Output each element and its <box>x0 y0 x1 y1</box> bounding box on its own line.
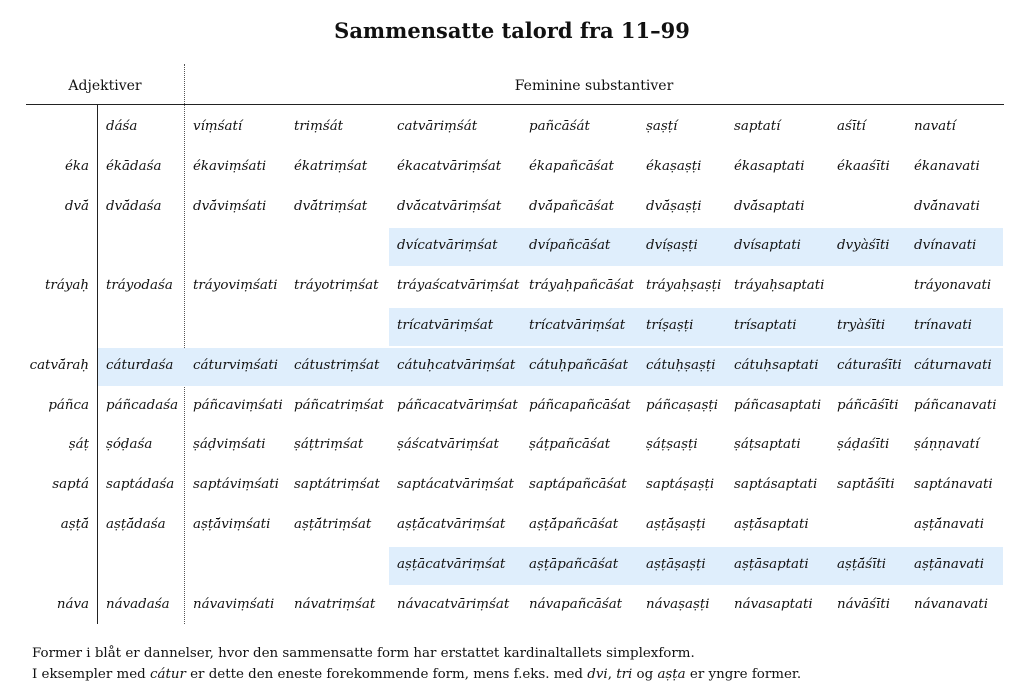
table-cell: ékaviṃśati <box>193 158 267 174</box>
table-cell: dvyàśīti <box>837 238 890 254</box>
table-cell: cáturdaśa <box>106 357 174 373</box>
footnote-term-asta: aṣṭa <box>657 667 686 682</box>
header-adjectives: Adjektiver <box>68 78 142 94</box>
table-cell: dvā́catvāriṃśat <box>397 198 502 214</box>
table-cell: tráyaḥsaptati <box>734 278 825 294</box>
table-cell: cátustriṃśat <box>294 357 380 373</box>
table-cell: triṃśát <box>294 119 344 134</box>
table-cell: catvāriṃśát <box>397 119 478 134</box>
table-cell: saptácatvāriṃśat <box>397 477 514 493</box>
table-cell: aṣṭā́catvāriṃśat <box>397 517 506 532</box>
table-cell: navatí <box>914 119 956 134</box>
table-cell: páñcaṣaṣṭi <box>646 397 719 413</box>
table-cell: páñcāśīti <box>837 397 899 413</box>
footnote-text: og <box>632 667 658 682</box>
table-cell: aṣṭā́daśa <box>106 517 166 532</box>
table-cell: tráyaḥṣaṣṭi <box>646 278 722 294</box>
table-cell: ékasaptati <box>734 158 805 174</box>
table-cell: tráyoviṃśati <box>193 278 278 294</box>
table-cell: tráyonavati <box>914 278 992 294</box>
table-cell: návatriṃśat <box>294 596 376 612</box>
table-cell: dáśa <box>106 119 138 134</box>
table-cell: tráyaḥpañcāśat <box>529 278 634 294</box>
footnote-text: , <box>607 667 617 682</box>
table-cell: saptáviṃśati <box>193 477 279 493</box>
row-label: aṣṭā́ <box>60 517 89 532</box>
footnote-term-catur: cátur <box>149 667 186 682</box>
footnote-text: I eksempler med <box>32 667 150 682</box>
table-cell: návacatvāriṃśat <box>397 596 510 612</box>
table-cell: ékatriṃśat <box>294 158 368 174</box>
table-cell: páñcaviṃśati <box>193 397 283 413</box>
table-cell: saptásaptati <box>734 477 818 493</box>
footnote-text: er yngre former. <box>685 667 802 682</box>
footnote-text: er dette den eneste forekommende form, mens f.eks. med <box>185 667 588 682</box>
row-label: catvā́raḥ <box>29 357 89 373</box>
table-cell: trícatvāriṃśat <box>397 318 494 333</box>
table-cell: aśītí <box>837 119 866 134</box>
table-cell: tráyotriṃśat <box>294 278 379 294</box>
footnote-term-tri: tri <box>616 667 633 682</box>
table-cell: cátuḥsaptati <box>734 357 819 373</box>
table-cell: dvípañcāśat <box>529 238 611 254</box>
table-cell: aṣṭā́śīti <box>837 556 887 572</box>
footnote-line-2 <box>32 667 801 682</box>
table-cell: cátuḥṣaṣṭi <box>646 357 716 373</box>
table-cell: aṣṭā́navati <box>914 517 985 532</box>
table-cell: aṣṭā́viṃśati <box>193 517 271 532</box>
table-cell: aṣṭācatvāriṃśat <box>397 556 506 572</box>
table-cell: aṣṭā́triṃśat <box>294 517 372 532</box>
row-label <box>26 227 89 265</box>
footnote-line-1: Former i blåt er dannelser, hvor den sammensatte form har erstattet kardinaltallets simplexform. <box>32 646 695 661</box>
table-cell: ṣáṭpañcāśat <box>529 437 611 453</box>
table-cell: aṣṭā́ṣaṣṭi <box>646 517 706 532</box>
row-label: éka <box>64 158 89 174</box>
table-cell: ékaṣaṣṭi <box>646 158 702 174</box>
table-cell: návasaptati <box>734 596 813 612</box>
table-cell: ékanavati <box>914 158 980 174</box>
table-cell: ṣáścatvāriṃśat <box>397 437 499 453</box>
table-cell: aṣṭāṣaṣṭi <box>646 556 706 572</box>
table-cell: cáturnavati <box>914 357 992 373</box>
table-cell: aṣṭā́pañcāśat <box>529 517 619 532</box>
table-cell: trícatvāriṃśat <box>529 318 626 333</box>
row-label: páñca <box>48 397 89 413</box>
table-cell: dvā́triṃśat <box>294 198 368 214</box>
table-cell: ṣáṭsaptati <box>734 437 801 453</box>
table-cell: tríṣaṣṭi <box>646 318 694 333</box>
table-cell: dvā́ṣaṣṭi <box>646 198 702 214</box>
table-cell: cátuḥcatvāriṃśat <box>397 357 516 373</box>
table-cell: návaviṃśati <box>193 596 275 612</box>
table-cell: aṣṭānavati <box>914 556 985 572</box>
table-cell: cáturaśīti <box>837 357 902 373</box>
row-label: ṣáṭ <box>68 437 89 453</box>
table-cell: páñcanavati <box>914 397 997 413</box>
table-cell: ṣáṭṣaṣṭi <box>646 437 698 453</box>
table-cell: páñcapañcāśat <box>529 397 631 413</box>
table-cell: saptápañcāśat <box>529 477 627 493</box>
row-label: tráyaḥ <box>45 278 89 294</box>
table-cell: saptátriṃśat <box>294 477 380 493</box>
table-cell: návaṣaṣṭi <box>646 596 710 612</box>
table-cell: ékādaśa <box>106 158 162 174</box>
header-rule <box>26 104 1004 105</box>
row-label <box>26 108 89 146</box>
table-cell: tráyodaśa <box>106 278 173 294</box>
table-cell: návanavati <box>914 596 988 612</box>
row-label <box>26 307 89 345</box>
table-cell: ṣáḍaśīti <box>837 437 890 453</box>
table-cell: páñcacatvāriṃśat <box>397 397 518 413</box>
table-cell: ṣóḍaśa <box>106 437 153 453</box>
row-label <box>26 546 89 584</box>
table-cell: návadaśa <box>106 596 170 612</box>
table-cell: dvícatvāriṃśat <box>397 238 498 254</box>
table-cell: dvā́saptati <box>734 198 805 214</box>
table-cell: dvā́viṃśati <box>193 198 267 214</box>
table-cell: ṣaṣṭí <box>646 119 678 134</box>
table-cell: tráyaścatvāriṃśat <box>397 278 520 294</box>
table-cell: saptádaśa <box>106 477 175 493</box>
table-cell: ékacatvāriṃśat <box>397 158 502 174</box>
table-cell: trísaptati <box>734 318 797 333</box>
table-cell: saptā́śīti <box>837 477 895 493</box>
table-cell: návāśīti <box>837 596 890 612</box>
table-cell: ṣáṇṇavatí <box>914 437 980 453</box>
row-label: náva <box>56 596 89 612</box>
table-cell: aṣṭāsaptati <box>734 556 809 572</box>
table-cell: dvā́pañcāśat <box>529 198 615 214</box>
table-cell: saptánavati <box>914 477 993 493</box>
table-cell: dvísaptati <box>734 238 801 254</box>
table-cell: dvā́daśa <box>106 198 162 214</box>
table-cell: návapañcāśat <box>529 596 623 612</box>
table-cell: cáturviṃśati <box>193 357 279 373</box>
table-cell: páñcasaptati <box>734 397 822 413</box>
table-cell: páñcadaśa <box>106 397 179 413</box>
table-cell: saptatí <box>734 119 781 134</box>
table-cell: saptáṣaṣṭi <box>646 477 715 493</box>
table-cell: dvínavati <box>914 238 977 254</box>
table-cell: dvā́navati <box>914 198 980 214</box>
table-cell: tryàśīti <box>837 318 886 333</box>
table-cell: aṣṭā́saptati <box>734 517 809 532</box>
table-cell: dvíṣaṣṭi <box>646 238 698 254</box>
table-cell: víṃśatí <box>193 119 243 134</box>
table-cell: ṣáṭtriṃśat <box>294 437 364 453</box>
header-feminine-nouns: Feminine substantiver <box>514 78 674 94</box>
table-cell: pañcāśát <box>529 119 590 134</box>
row-label: saptá <box>52 477 89 493</box>
footnote-term-dvi: dvi <box>587 667 608 682</box>
table-cell: páñcatriṃśat <box>294 397 384 413</box>
table-cell: ékapañcāśat <box>529 158 614 174</box>
table-cell: ékaaśīti <box>837 158 890 174</box>
column-divider-dotted <box>184 64 185 624</box>
table-cell: aṣṭāpañcāśat <box>529 556 619 572</box>
table-cell: cátuḥpañcāśat <box>529 357 629 373</box>
table-cell: trínavati <box>914 318 972 333</box>
table-cell: ṣáḍviṃśati <box>193 437 266 453</box>
page-title: Sammensatte talord fra 11–99 <box>334 18 690 43</box>
row-label: dvā́ <box>64 198 89 214</box>
